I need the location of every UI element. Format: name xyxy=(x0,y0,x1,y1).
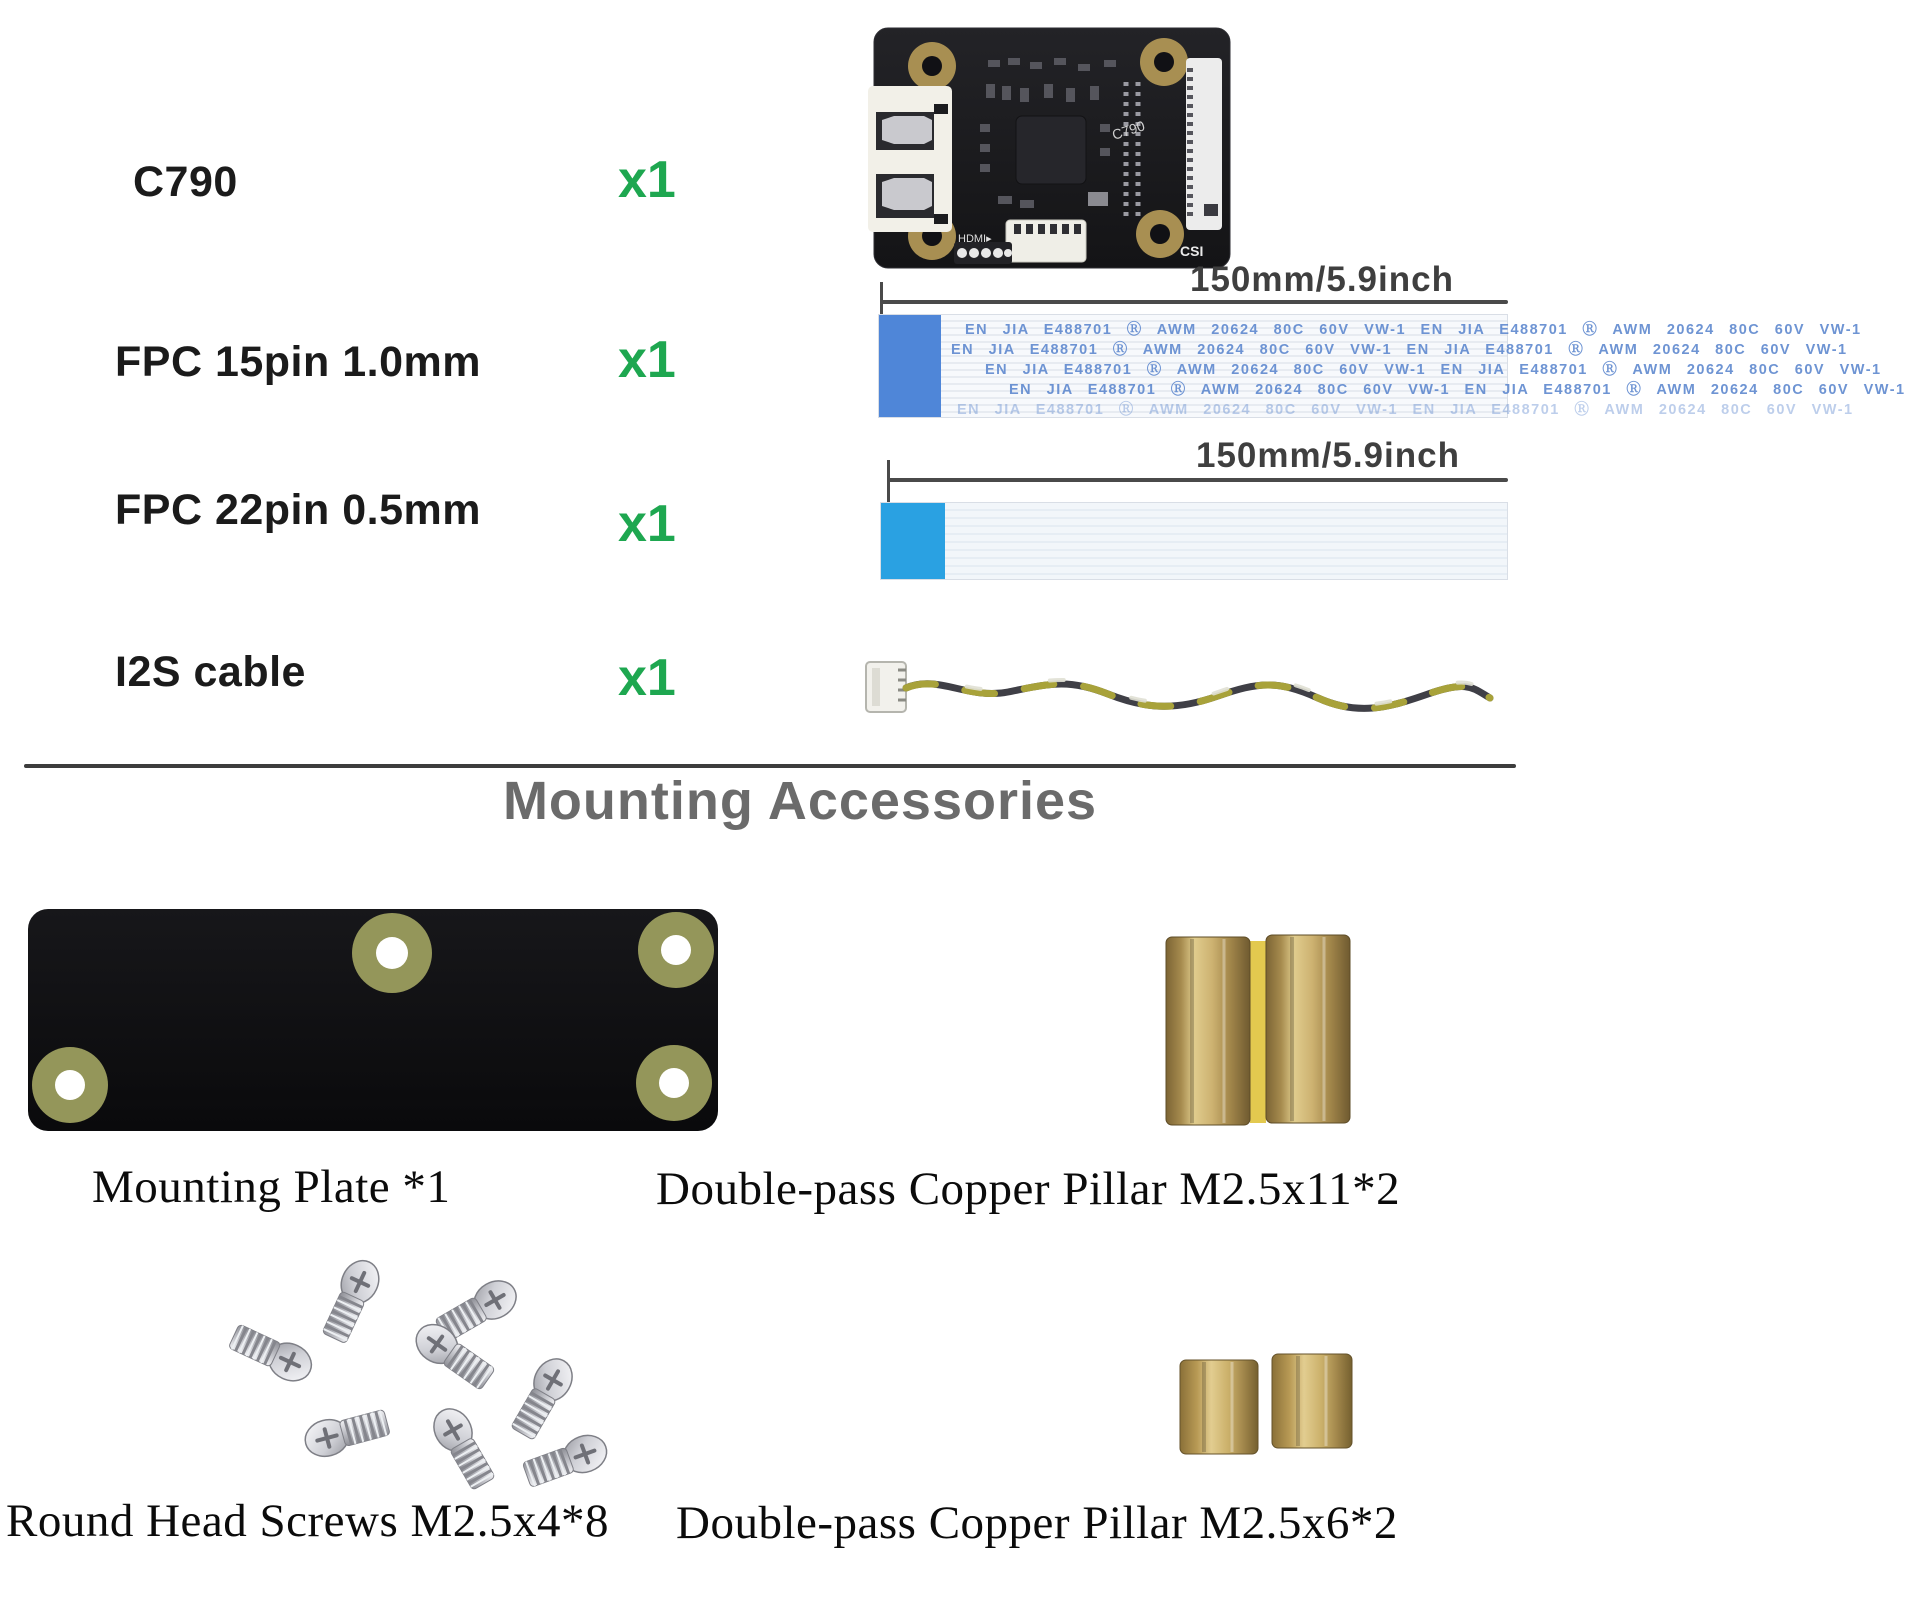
i2s-connector xyxy=(866,662,906,712)
marking-row: EN JIA E488701 Ⓡ AWM 20624 80C 60V VW-1 EN JIA E488701 Ⓡ AWM 20624 80C 60V VW-1 xyxy=(951,342,1848,358)
fpc15-cable-photo xyxy=(878,314,1906,418)
copper-pillar-short-photo xyxy=(1168,1340,1368,1470)
fpc15-marking-text xyxy=(949,320,1906,420)
marking-row: EN JIA E488701 Ⓡ AWM 20624 80C 60V VW-1 EN JIA E488701 Ⓡ AWM 20624 80C 60V VW-1 xyxy=(957,402,1854,418)
marking-row: EN JIA E488701 Ⓡ AWM 20624 80C 60V VW-1 EN JIA E488701 Ⓡ AWM 20624 80C 60V VW-1 xyxy=(985,362,1882,378)
hdmi-connector xyxy=(868,86,952,232)
section-divider xyxy=(24,764,1516,768)
marking-row: EN JIA E488701 Ⓡ AWM 20624 80C 60V VW-1 EN JIA E488701 Ⓡ AWM 20624 80C 60V VW-1 xyxy=(965,322,1862,338)
main-chip xyxy=(1016,116,1086,184)
fpc22-dimension-line xyxy=(888,478,1508,482)
mounting-plate-photo xyxy=(24,893,724,1143)
pillar-left xyxy=(1166,937,1250,1125)
fpc15-dimension-label: 150mm/5.9inch xyxy=(1190,260,1454,299)
bottom-connector xyxy=(1006,220,1086,262)
item-label-fpc22: FPC 22pin 0.5mm xyxy=(115,486,481,534)
pillar-right xyxy=(1266,935,1350,1123)
pillar-gap-highlight xyxy=(1250,941,1266,1123)
silkscreen-hdmi: HDMI▸ xyxy=(958,233,992,245)
copper-pillar-short-label: Double-pass Copper Pillar M2.5x6*2 xyxy=(676,1497,1398,1549)
item-qty-fpc22: x1 xyxy=(618,495,676,553)
short-pillar-left xyxy=(1180,1360,1258,1454)
short-pillar-right xyxy=(1272,1354,1352,1448)
item-qty-i2s: x1 xyxy=(618,649,676,707)
item-label-c790: C790 xyxy=(133,158,238,206)
mounting-plate-label: Mounting Plate *1 xyxy=(92,1161,451,1213)
fpc22-dimension-label: 150mm/5.9inch xyxy=(1196,436,1460,475)
fpc22-dimension-tick xyxy=(887,460,890,508)
fpc15-dimension-line xyxy=(881,300,1508,304)
screw-pile xyxy=(226,1254,612,1492)
twisted-wires xyxy=(906,680,1490,709)
copper-pillar-tall-photo xyxy=(1158,925,1358,1140)
silkscreen-csi: CSI xyxy=(1180,243,1204,259)
item-qty-fpc15: x1 xyxy=(618,331,676,389)
c790-board-photo xyxy=(868,24,1236,277)
csi-ffc-connector xyxy=(1186,58,1222,230)
screws-photo xyxy=(195,1222,635,1512)
fpc15-stiffener xyxy=(879,315,941,417)
fpc22-cable-photo xyxy=(880,502,1508,580)
mounting-accessories-heading: Mounting Accessories xyxy=(502,771,1098,831)
marking-row: EN JIA E488701 Ⓡ AWM 20624 80C 60V VW-1 EN JIA E488701 Ⓡ AWM 20624 80C 60V VW-1 xyxy=(1009,382,1906,398)
copper-pillar-tall-label: Double-pass Copper Pillar M2.5x11*2 xyxy=(656,1163,1401,1215)
fpc22-stiffener xyxy=(881,503,945,579)
item-label-fpc15: FPC 15pin 1.0mm xyxy=(115,338,481,386)
screws-label: Round Head Screws M2.5x4*8 xyxy=(6,1495,610,1547)
item-label-i2s: I2S cable xyxy=(115,648,306,696)
item-qty-c790: x1 xyxy=(618,151,676,209)
silkscreen-model: C790 xyxy=(1109,117,1147,143)
solder-pad-row xyxy=(954,242,1012,264)
i2s-cable-photo xyxy=(858,636,1498,751)
